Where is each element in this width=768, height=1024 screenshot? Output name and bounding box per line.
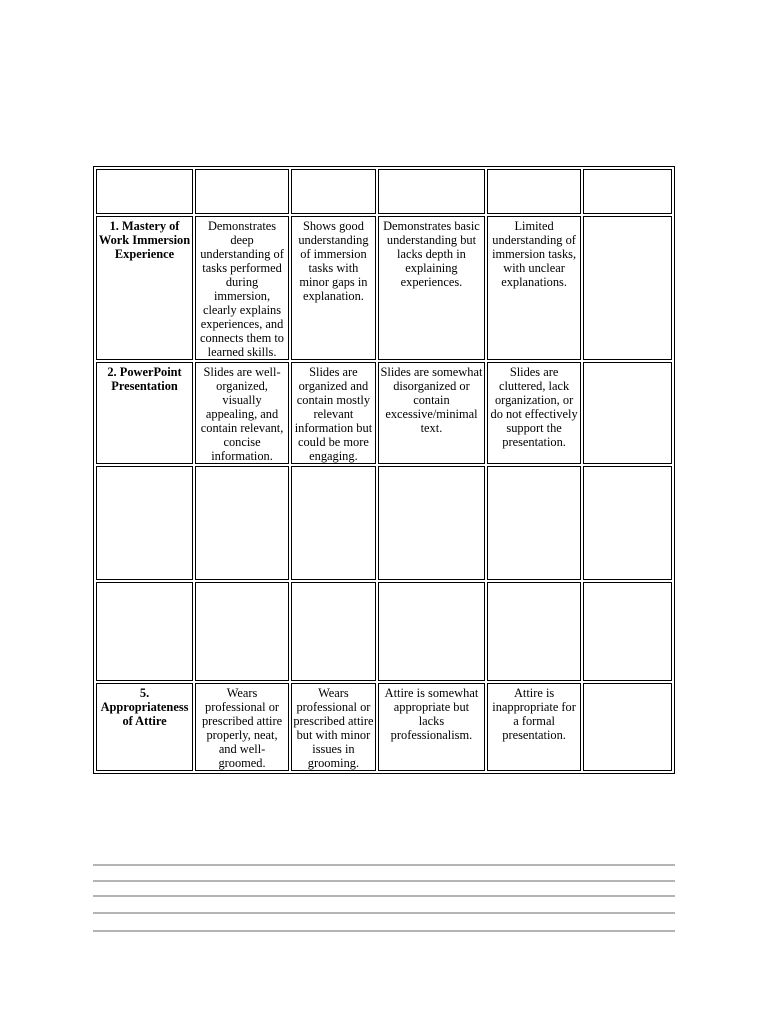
- level-cell: Limited understanding of immersion tasks, with unclear explanations.: [487, 216, 581, 360]
- rubric-row-attire: [96, 683, 672, 771]
- empty-cell: [378, 466, 485, 580]
- rubric-row-mastery: [96, 216, 672, 360]
- score-cell: [583, 683, 672, 771]
- level-cell: Slides are organized and contain mostly relevant information but could be more engaging.: [291, 362, 376, 464]
- empty-cell: [378, 582, 485, 681]
- level-cell: Wears professional or prescribed attire properly, neat, and well-groomed.: [195, 683, 289, 771]
- header-cell: [487, 169, 581, 214]
- separator-line: [93, 930, 675, 932]
- level-cell: Slides are somewhat disorganized or contain excessive/minimal text.: [378, 362, 485, 464]
- empty-cell: [96, 582, 193, 681]
- header-cell: [96, 169, 193, 214]
- separator-line: [93, 895, 675, 897]
- criterion-cell: 2. PowerPoint Presentation: [96, 362, 193, 464]
- level-cell: Attire is inappropriate for a formal presentation.: [487, 683, 581, 771]
- level-cell: Attire is somewhat appropriate but lacks professionalism.: [378, 683, 485, 771]
- separator-line: [93, 912, 675, 914]
- level-cell: Wears professional or prescribed attire but with minor issues in grooming.: [291, 683, 376, 771]
- empty-cell: [291, 466, 376, 580]
- rubric-table: [93, 166, 675, 774]
- header-row: [96, 169, 672, 214]
- header-cell: [583, 169, 672, 214]
- empty-cell: [583, 582, 672, 681]
- score-cell: [583, 362, 672, 464]
- header-cell: [291, 169, 376, 214]
- empty-cell: [195, 582, 289, 681]
- empty-cell: [487, 466, 581, 580]
- separator-line: [93, 880, 675, 882]
- empty-cell: [583, 466, 672, 580]
- empty-cell: [96, 466, 193, 580]
- empty-cell: [291, 582, 376, 681]
- empty-cell: [487, 582, 581, 681]
- header-cell: [195, 169, 289, 214]
- header-cell: [378, 169, 485, 214]
- rubric-row-powerpoint: [96, 362, 672, 464]
- level-cell: Slides are well-organized, visually appealing, and contain relevant, concise information.: [195, 362, 289, 464]
- level-cell: Demonstrates deep understanding of tasks performed during immersion, clearly explains experiences, and connects them to learned skills.: [195, 216, 289, 360]
- criterion-cell: 1. Mastery of Work Immersion Experience: [96, 216, 193, 360]
- level-cell: Demonstrates basic understanding but lacks depth in explaining experiences.: [378, 216, 485, 360]
- empty-cell: [195, 466, 289, 580]
- separator-line: [93, 864, 675, 866]
- rubric-row-empty: [96, 466, 672, 580]
- level-cell: Shows good understanding of immersion tasks with minor gaps in explanation.: [291, 216, 376, 360]
- criterion-cell: 5. Appropriateness of Attire: [96, 683, 193, 771]
- level-cell: Slides are cluttered, lack organization, or do not effectively support the presentation.: [487, 362, 581, 464]
- rubric-row-empty: [96, 582, 672, 681]
- score-cell: [583, 216, 672, 360]
